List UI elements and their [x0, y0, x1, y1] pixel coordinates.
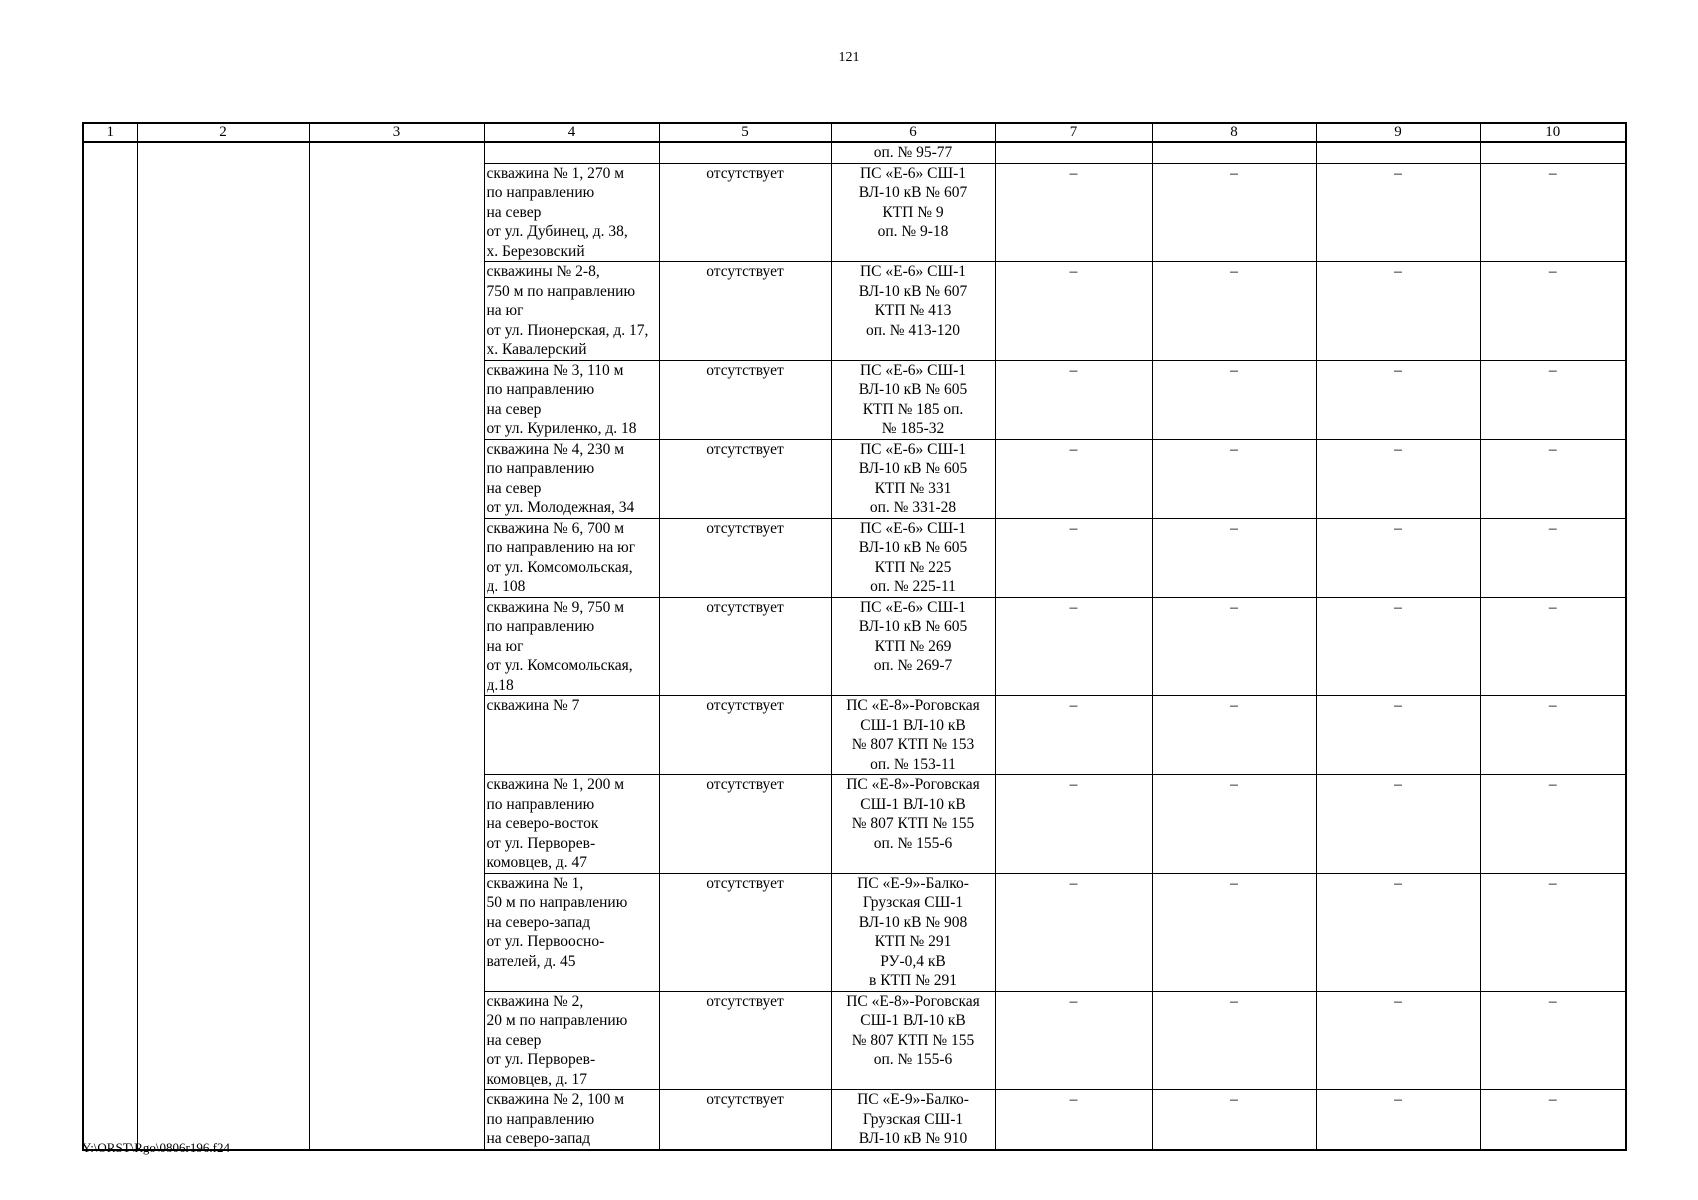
well-location-line: скважина № 2,: [486, 992, 584, 1010]
header-cell: 8: [1152, 123, 1316, 142]
value-cell-c9: –: [1316, 696, 1480, 775]
power-source-line: № 807 КТП № 153: [851, 736, 975, 753]
well-location-cell: [484, 262, 659, 361]
power-source-line: ПС «Е-8»-Роговская: [846, 776, 980, 793]
status-cell: отсутствует: [659, 991, 831, 1090]
power-source-line: КТП № 9: [882, 203, 944, 221]
value-cell-c8: [1152, 142, 1316, 163]
value-cell-c9: –: [1316, 262, 1480, 361]
power-source-line: ПС «Е-6» СШ-1: [859, 263, 967, 280]
header-cell: 9: [1316, 123, 1480, 142]
power-source-line: № 807 КТП № 155: [851, 815, 975, 832]
well-location-line: скважины № 2-8,: [486, 263, 600, 280]
empty-cell-col3: [309, 142, 484, 1150]
power-source-line: оп. № 9-18: [877, 223, 949, 240]
value-cell-c10: –: [1480, 1090, 1626, 1150]
table-body: [83, 142, 1626, 1150]
status-cell: отсутствует: [659, 775, 831, 874]
value-cell-c8: –: [1152, 163, 1316, 262]
value-cell-c9: –: [1316, 775, 1480, 874]
well-location-line: на юг: [486, 302, 524, 319]
well-location-line: от ул. Дубинец, д. 38,: [486, 223, 628, 240]
well-location-line: по направлению на юг: [486, 539, 636, 556]
well-location-cell: [484, 775, 659, 874]
power-source-line: оп. № 269-7: [873, 657, 953, 674]
value-cell-c9: –: [1316, 518, 1480, 597]
power-source-line: ВЛ-10 кВ № 605: [858, 618, 968, 635]
value-cell-c10: –: [1480, 163, 1626, 262]
well-location-cell: [484, 518, 659, 597]
well-location-line: по направлению: [486, 618, 595, 635]
page-number: 121: [838, 50, 860, 65]
well-location-line: скважина № 1, 270 м: [486, 164, 625, 182]
well-location-line: на юг: [486, 637, 524, 655]
table-row: [83, 142, 1626, 163]
well-location-line: вателей, д. 45: [486, 952, 576, 970]
well-location-line: на север: [486, 400, 542, 418]
power-source-line: СШ-1 ВЛ-10 кВ: [860, 1012, 966, 1029]
header-cell: 2: [137, 123, 309, 142]
header-row: [83, 123, 1626, 142]
well-location-line: от ул. Комсомольская,: [486, 558, 633, 576]
value-cell-c8: –: [1152, 518, 1316, 597]
well-location-line: от ул. Первоосно-: [486, 933, 605, 950]
value-cell-c8: –: [1152, 597, 1316, 696]
power-source-line: СШ-1 ВЛ-10 кВ: [860, 716, 966, 734]
power-source-line: СШ-1 ВЛ-10 кВ: [860, 795, 966, 813]
value-cell-c8: –: [1152, 991, 1316, 1090]
power-source-cell: [831, 262, 995, 361]
power-source-line: ПС «Е-8»-Роговская: [846, 992, 980, 1010]
power-source-line: КТП № 269: [874, 637, 952, 655]
value-cell-c9: –: [1316, 439, 1480, 518]
value-cell-c8: –: [1152, 439, 1316, 518]
status-cell: отсутствует: [659, 439, 831, 518]
well-location-line: комовцев, д. 17: [486, 1070, 587, 1088]
well-location-line: от ул. Перворев-: [486, 1051, 596, 1068]
power-source-cell: [831, 873, 995, 991]
header-cell: 6: [831, 123, 995, 142]
well-location-line: по направлению: [486, 460, 595, 477]
power-source-cell: [831, 360, 995, 439]
well-location-cell: [484, 597, 659, 696]
power-source-line: ПС «Е-6» СШ-1: [859, 440, 967, 458]
value-cell-c7: –: [995, 262, 1152, 361]
well-location-cell: [484, 1090, 659, 1150]
power-source-line: оп. № 95-77: [873, 144, 953, 161]
well-location-line: на северо-запад: [486, 913, 591, 931]
empty-cell-col2: [137, 142, 309, 1150]
power-source-line: оп. № 155-6: [873, 834, 953, 852]
well-location-line: скважина № 1, 200 м: [486, 776, 625, 793]
value-cell-c7: –: [995, 597, 1152, 696]
power-source-cell: [831, 597, 995, 696]
power-source-line: ПС «Е-6» СШ-1: [859, 164, 967, 182]
well-location-line: на север: [486, 1031, 542, 1049]
value-cell-c9: –: [1316, 991, 1480, 1090]
well-location-line: 750 м по направлению: [486, 282, 636, 300]
well-location-cell: [484, 360, 659, 439]
header-cell: 7: [995, 123, 1152, 142]
power-source-cell: [831, 775, 995, 874]
power-source-line: КТП № 331: [874, 479, 952, 497]
value-cell-c9: –: [1316, 1090, 1480, 1150]
well-location-line: от ул. Перворев-: [486, 834, 596, 852]
well-location-cell: [484, 873, 659, 991]
well-location-line: по направлению: [486, 1110, 595, 1128]
well-location-line: скважина № 6, 700 м: [486, 519, 625, 537]
value-cell-c9: –: [1316, 597, 1480, 696]
value-cell-c8: –: [1152, 775, 1316, 874]
power-source-line: № 807 КТП № 155: [851, 1031, 975, 1049]
empty-cell-col1: [83, 142, 137, 1150]
power-source-cell: [831, 696, 995, 775]
power-source-line: ВЛ-10 кВ № 910: [858, 1130, 968, 1147]
power-source-line: ВЛ-10 кВ № 908: [858, 913, 968, 931]
status-cell: отсутствует: [659, 597, 831, 696]
value-cell-c10: –: [1480, 597, 1626, 696]
power-source-cell: [831, 518, 995, 597]
power-source-line: ВЛ-10 кВ № 605: [858, 539, 968, 556]
power-source-line: ВЛ-10 кВ № 605: [858, 381, 968, 398]
value-cell-c7: –: [995, 1090, 1152, 1150]
value-cell-c7: –: [995, 775, 1152, 874]
power-source-line: КТП № 291: [874, 933, 952, 950]
well-location-line: по направлению: [486, 381, 595, 398]
power-source-line: ПС «Е-6» СШ-1: [859, 519, 967, 537]
well-location-line: на северо-запад: [486, 1130, 591, 1147]
value-cell-c7: [995, 142, 1152, 163]
value-cell-c7: –: [995, 696, 1152, 775]
power-source-line: № 185-32: [881, 420, 945, 437]
value-cell-c8: –: [1152, 262, 1316, 361]
power-source-line: Грузская СШ-1: [862, 1110, 964, 1128]
data-table: [82, 122, 1627, 1151]
power-source-line: КТП № 185 оп.: [862, 400, 964, 418]
status-cell: отсутствует: [659, 360, 831, 439]
well-location-line: скважина № 3, 110 м: [486, 361, 624, 379]
power-source-cell: [831, 439, 995, 518]
power-source-line: ВЛ-10 кВ № 607: [858, 282, 968, 300]
status-cell: отсутствует: [659, 518, 831, 597]
value-cell-c7: –: [995, 360, 1152, 439]
well-location-line: от ул. Пионерская, д. 17,: [486, 321, 649, 339]
well-location-line: скважина № 4, 230 м: [486, 440, 625, 458]
well-location-line: х. Березовский: [486, 242, 585, 260]
well-location-line: от ул. Молодежная, 34: [486, 499, 635, 516]
value-cell-c10: –: [1480, 439, 1626, 518]
power-source-line: оп. № 225-11: [870, 578, 956, 595]
power-source-line: КТП № 225: [874, 558, 952, 576]
value-cell-c10: –: [1480, 262, 1626, 361]
value-cell-c9: –: [1316, 360, 1480, 439]
value-cell-c7: –: [995, 439, 1152, 518]
well-location-line: 20 м по направлению: [486, 1012, 628, 1029]
well-location-cell: [484, 142, 659, 163]
value-cell-c9: –: [1316, 163, 1480, 262]
well-location-line: на север: [486, 203, 542, 221]
power-source-cell: [831, 163, 995, 262]
well-location-line: комовцев, д. 47: [486, 854, 587, 871]
power-source-line: ПС «Е-9»-Балко-: [857, 874, 969, 892]
value-cell-c8: –: [1152, 360, 1316, 439]
header-cell: 4: [484, 123, 659, 142]
header-cell: 5: [659, 123, 831, 142]
value-cell-c7: –: [995, 518, 1152, 597]
status-cell: [659, 142, 831, 163]
value-cell-c8: –: [1152, 696, 1316, 775]
well-location-line: на север: [486, 479, 542, 497]
status-cell: отсутствует: [659, 1090, 831, 1150]
header-cell: 10: [1480, 123, 1626, 142]
well-location-line: скважина № 9, 750 м: [486, 598, 625, 616]
status-cell: отсутствует: [659, 873, 831, 991]
well-location-line: по направлению: [486, 184, 595, 201]
power-source-line: ПС «Е-6» СШ-1: [859, 598, 967, 616]
value-cell-c7: –: [995, 991, 1152, 1090]
value-cell-c10: –: [1480, 873, 1626, 991]
power-source-cell: [831, 142, 995, 163]
value-cell-c10: –: [1480, 518, 1626, 597]
value-cell-c7: –: [995, 163, 1152, 262]
well-location-cell: [484, 696, 659, 775]
power-source-line: РУ-0,4 кВ: [880, 952, 946, 970]
value-cell-c10: –: [1480, 775, 1626, 874]
power-source-line: ПС «Е-8»-Роговская: [846, 697, 980, 714]
status-cell: отсутствует: [659, 696, 831, 775]
well-location-line: от ул. Комсомольская,: [486, 657, 633, 674]
value-cell-c9: [1316, 142, 1480, 163]
status-cell: отсутствует: [659, 262, 831, 361]
value-cell-c8: –: [1152, 873, 1316, 991]
power-source-line: оп. № 153-11: [870, 755, 956, 773]
value-cell-c8: –: [1152, 1090, 1316, 1150]
power-source-line: КТП № 413: [874, 302, 952, 319]
well-location-line: скважина № 7: [486, 697, 580, 714]
value-cell-c10: –: [1480, 360, 1626, 439]
well-location-line: д. 108: [486, 578, 526, 595]
value-cell-c10: [1480, 142, 1626, 163]
value-cell-c7: –: [995, 873, 1152, 991]
power-source-line: оп. № 155-6: [873, 1051, 953, 1068]
power-source-line: оп. № 413-120: [865, 321, 961, 339]
power-source-line: в КТП № 291: [869, 972, 957, 989]
footer-file-path: Y:\ORST\Rgo\0806r196.f24: [82, 1140, 230, 1155]
well-location-cell: [484, 991, 659, 1090]
well-location-line: по направлению: [486, 795, 595, 813]
well-location-cell: [484, 163, 659, 262]
status-cell: отсутствует: [659, 163, 831, 262]
value-cell-c10: –: [1480, 696, 1626, 775]
well-location-line: 50 м по направлению: [486, 894, 628, 911]
power-source-line: оп. № 331-28: [869, 499, 957, 516]
well-location-line: х. Кавалерский: [486, 341, 587, 358]
well-location-cell: [484, 439, 659, 518]
header-cell: 3: [309, 123, 484, 142]
header-cell: 1: [83, 123, 137, 142]
value-cell-c10: –: [1480, 991, 1626, 1090]
well-location-line: от ул. Куриленко, д. 18: [486, 420, 637, 437]
power-source-line: ПС «Е-6» СШ-1: [859, 361, 967, 379]
power-source-line: ВЛ-10 кВ № 605: [858, 460, 968, 477]
power-source-line: Грузская СШ-1: [862, 894, 964, 911]
well-location-line: скважина № 1,: [486, 874, 584, 892]
well-location-line: д.18: [486, 676, 514, 694]
power-source-cell: [831, 1090, 995, 1150]
well-location-line: на северо-восток: [486, 815, 599, 832]
value-cell-c9: –: [1316, 873, 1480, 991]
well-location-line: скважина № 2, 100 м: [486, 1091, 625, 1108]
power-source-line: ВЛ-10 кВ № 607: [858, 184, 968, 201]
power-source-cell: [831, 991, 995, 1090]
power-source-line: ПС «Е-9»-Балко-: [857, 1091, 969, 1108]
